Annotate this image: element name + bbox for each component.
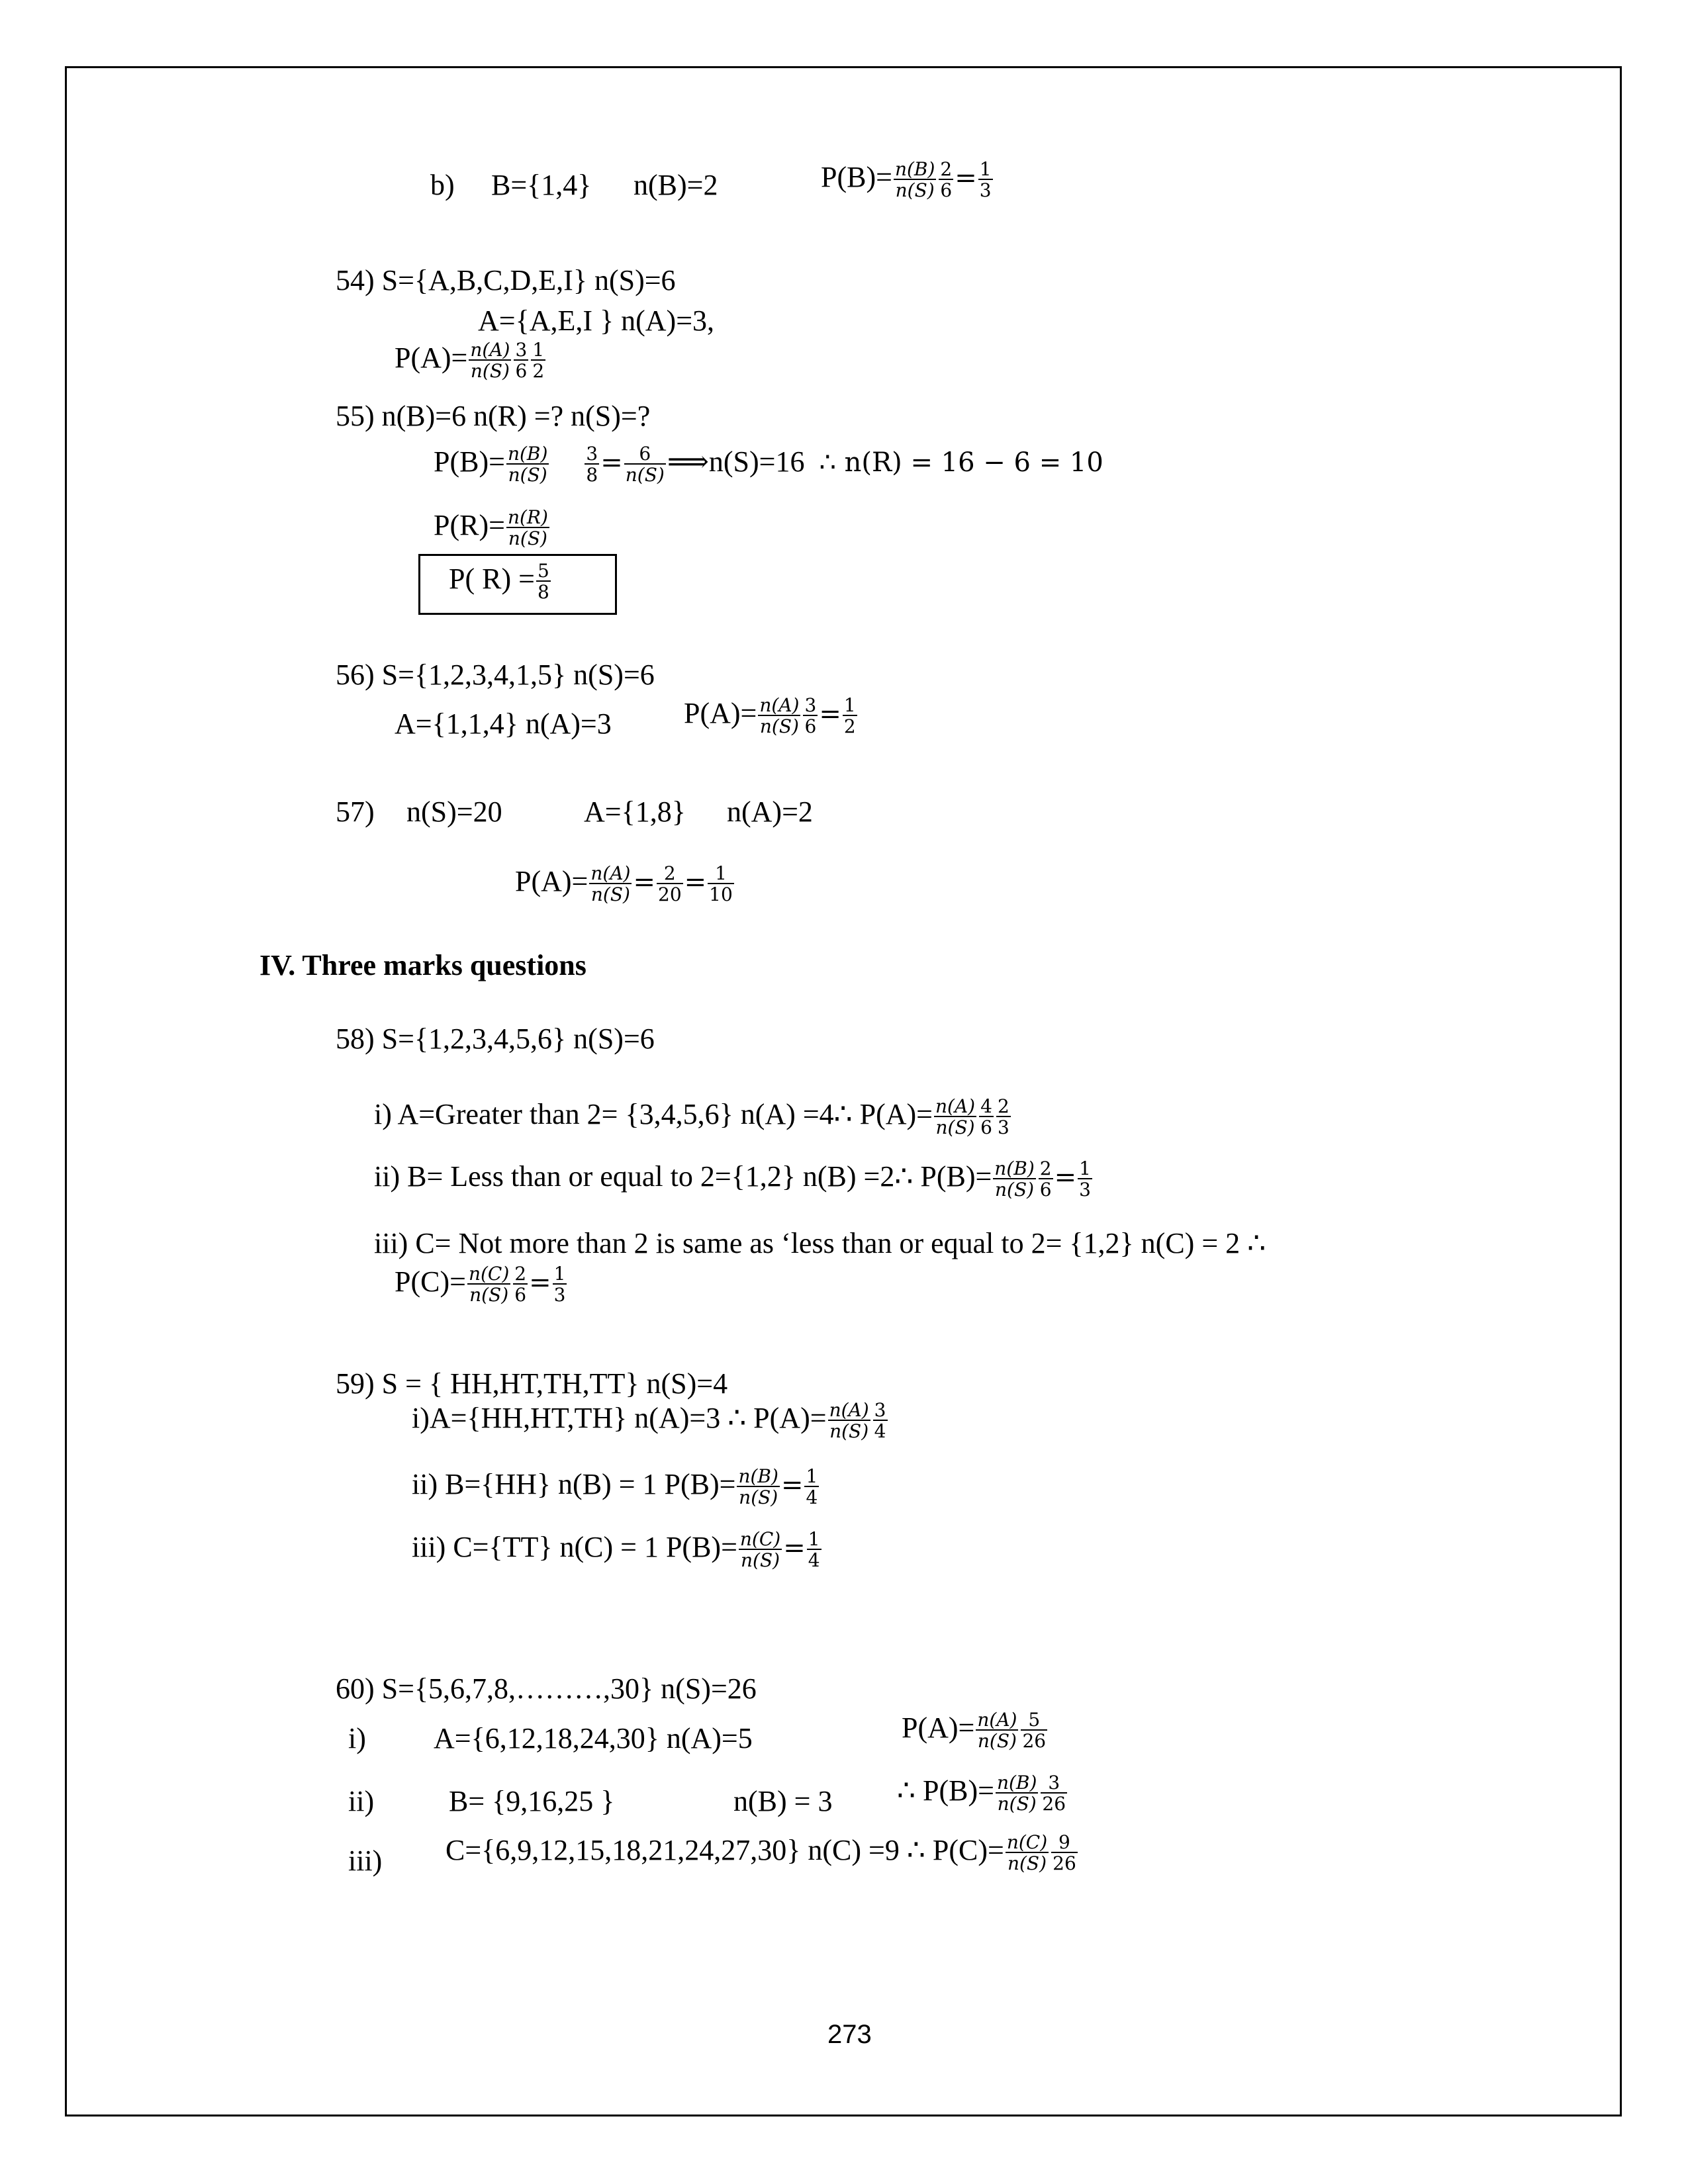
- q55-implies: ⟹n(S)=16: [667, 445, 805, 478]
- b-count: n(B)=2: [633, 169, 718, 201]
- fraction: $\frac{n(A)}{n(S)}$: [935, 1095, 976, 1138]
- fraction: $\frac{1}{10}$: [709, 862, 733, 905]
- q54-probability: [395, 341, 547, 381]
- fraction: $\frac{n(A)}{n(S)}$: [470, 339, 510, 382]
- fraction: $\frac{1}{4}$: [808, 1528, 820, 1571]
- b-probability: [821, 160, 994, 200]
- b-set: B={1,4}: [491, 169, 592, 201]
- q55-pr-lhs: P(R)=: [434, 509, 505, 542]
- q54-line2: A={A,E,I } n(A)=3,: [478, 304, 715, 337]
- q56-prob-lhs: P(A)=: [684, 697, 757, 730]
- q58-line1: 58) S={1,2,3,4,5,6} n(S)=6: [336, 1023, 655, 1055]
- q60-i-probability: [902, 1711, 1049, 1751]
- q54-line1: 54) S={A,B,C,D,E,I} n(S)=6: [336, 264, 676, 296]
- q60-ii-label: ii): [348, 1785, 375, 1817]
- fraction: $\frac{9}{26}$: [1053, 1831, 1076, 1874]
- equals: =: [819, 699, 841, 730]
- q60-ii-lhs: ∴ P(B)=: [897, 1774, 994, 1807]
- q57-ns: n(S)=20: [406, 796, 502, 828]
- section-heading: IV. Three marks questions: [259, 949, 586, 981]
- q60-part-i: [0, 1711, 1688, 1764]
- fraction: $\frac{3}{26}$: [1042, 1772, 1066, 1815]
- q57-probability: [515, 864, 735, 904]
- q56-probability: [684, 696, 859, 736]
- fraction: $\frac{6}{n(S)}$: [625, 443, 665, 486]
- q57-count: n(A)=2: [727, 796, 813, 828]
- fraction: $\frac{1}{3}$: [553, 1263, 566, 1306]
- b-label: b): [430, 169, 455, 201]
- equals: =: [600, 447, 623, 478]
- q59-part-i: [412, 1401, 889, 1441]
- fraction: $\frac{1}{3}$: [1079, 1158, 1091, 1201]
- q54-prob-lhs: P(A)=: [395, 341, 468, 375]
- fraction: $\frac{n(C)}{n(S)}$: [1006, 1831, 1048, 1874]
- fraction: $\frac{n(A)}{n(S)}$: [590, 862, 631, 905]
- equals: =: [783, 1533, 806, 1564]
- fraction: $\frac{n(B)}{n(S)}$: [996, 1772, 1037, 1815]
- fraction: $\frac{1}{2}$: [843, 694, 856, 737]
- q60-iii-label: iii): [348, 1844, 383, 1877]
- q60-ii-count: n(B) = 3: [733, 1785, 833, 1817]
- q58-i-text: i) A=Greater than 2= {3,4,5,6} n(A) =4∴ P(A)=: [374, 1098, 933, 1131]
- fraction: $\frac{n(B)}{n(S)}$: [507, 443, 548, 486]
- q57-line1: [0, 797, 1688, 837]
- fraction: $\frac{2}{6}$: [940, 158, 953, 201]
- q59-part-ii: [412, 1467, 820, 1507]
- fraction: $\frac{1}{2}$: [532, 339, 545, 382]
- q59-line1: 59) S = { HH,HT,TH,TT} n(S)=4: [336, 1367, 728, 1400]
- q55-pb-lhs: P(B)=: [434, 445, 505, 478]
- fraction: $\frac{1}{4}$: [806, 1465, 818, 1508]
- fraction: $\frac{n(R)}{n(S)}$: [507, 506, 548, 549]
- fraction: $\frac{n(A)}{n(S)}$: [829, 1399, 869, 1442]
- fraction: $\frac{1}{3}$: [979, 158, 992, 201]
- fraction: $\frac{3}{8}$: [586, 443, 598, 486]
- q56-line1: 56) S={1,2,3,4,1,5} n(S)=6: [336, 659, 655, 691]
- fraction: $\frac{4}{6}$: [980, 1095, 992, 1138]
- equals: =: [529, 1267, 551, 1298]
- q58-ii-text: ii) B= Less than or equal to 2={1,2} n(B) =2∴ P(B)=: [374, 1160, 992, 1193]
- q59-iii-text: iii) C={TT} n(C) = 1 P(B)=: [412, 1531, 737, 1564]
- fraction: $\frac{3}{6}$: [515, 339, 528, 382]
- fraction: $\frac{3}{4}$: [874, 1399, 886, 1442]
- q56-set: A={1,1,4} n(A)=3: [395, 707, 612, 740]
- q59-ii-text: ii) B={HH} n(B) = 1 P(B)=: [412, 1468, 736, 1501]
- q60-iii-text: C={6,9,12,15,18,21,24,27,30} n(C) =9 ∴ P(C)=: [445, 1834, 1004, 1867]
- q60-i-label: i): [348, 1722, 366, 1754]
- q60-part-iii: [0, 1833, 1688, 1886]
- line-b: [0, 158, 1688, 218]
- q55-answer: [449, 562, 552, 602]
- fraction: $\frac{n(B)}{n(S)}$: [738, 1465, 778, 1508]
- q55-box-lhs: P( R) =: [449, 563, 535, 596]
- fraction: $\frac{2}{20}$: [658, 862, 682, 905]
- q60-ii-text: B= {9,16,25 }: [449, 1785, 615, 1817]
- q60-iii-probability: [445, 1833, 1079, 1873]
- q57-set: A={1,8}: [584, 796, 686, 828]
- q60-line1: 60) S={5,6,7,8,………,30} n(S)=26: [336, 1672, 757, 1705]
- b-prob-lhs: P(B)=: [821, 161, 892, 194]
- fraction: $\frac{n(C)}{n(S)}$: [739, 1528, 781, 1571]
- q58-part-ii: [374, 1160, 1094, 1199]
- q55-line1: 55) n(B)=6 n(R) =? n(S)=?: [336, 400, 651, 432]
- fraction: $\frac{2}{6}$: [514, 1263, 527, 1306]
- q58-part-iii-probability: [395, 1265, 568, 1304]
- q55-pb-line: [434, 445, 1103, 484]
- equals: =: [684, 867, 707, 898]
- q55-therefore: ∴ n(R) = 16 − 6 = 10: [819, 447, 1103, 478]
- q58-part-i: [374, 1097, 1012, 1137]
- fraction: $\frac{2}{6}$: [1039, 1158, 1052, 1201]
- q60-ii-probability: [897, 1774, 1068, 1813]
- equals: =: [780, 1470, 804, 1501]
- q60-i-text: A={6,12,18,24,30} n(A)=5: [434, 1722, 753, 1754]
- q57-label: 57): [336, 796, 375, 828]
- fraction: $\frac{3}{6}$: [804, 694, 817, 737]
- fraction: $\frac{n(A)}{n(S)}$: [977, 1709, 1017, 1752]
- q59-part-iii: [412, 1530, 823, 1570]
- equals: =: [1054, 1162, 1077, 1193]
- fraction: $\frac{5}{8}$: [537, 560, 549, 603]
- q60-part-ii: [0, 1774, 1688, 1827]
- q58-iii-lhs: P(C)=: [395, 1265, 466, 1298]
- q57-prob-lhs: P(A)=: [515, 865, 588, 898]
- equals: =: [955, 163, 977, 194]
- q56-line2: [395, 696, 990, 749]
- equals: =: [633, 867, 655, 898]
- fraction: $\frac{2}{3}$: [997, 1095, 1009, 1138]
- fraction: $\frac{n(C)}{n(S)}$: [468, 1263, 510, 1306]
- fraction: $\frac{n(B)}{n(S)}$: [994, 1158, 1035, 1201]
- q55-pr-line: [434, 508, 551, 548]
- fraction: $\frac{n(A)}{n(S)}$: [759, 694, 800, 737]
- fraction: $\frac{5}{26}$: [1022, 1709, 1047, 1752]
- page-number: 273: [827, 2020, 872, 2049]
- fraction: $\frac{n(B)}{n(S)}$: [894, 158, 935, 201]
- q60-i-lhs: P(A)=: [902, 1711, 975, 1745]
- q58-part-iii: iii) C= Not more than 2 is same as ‘less than or equal to 2= {1,2} n(C) = 2 ∴: [374, 1227, 1266, 1259]
- q59-i-text: i)A={HH,HT,TH} n(A)=3 ∴ P(A)=: [412, 1402, 827, 1435]
